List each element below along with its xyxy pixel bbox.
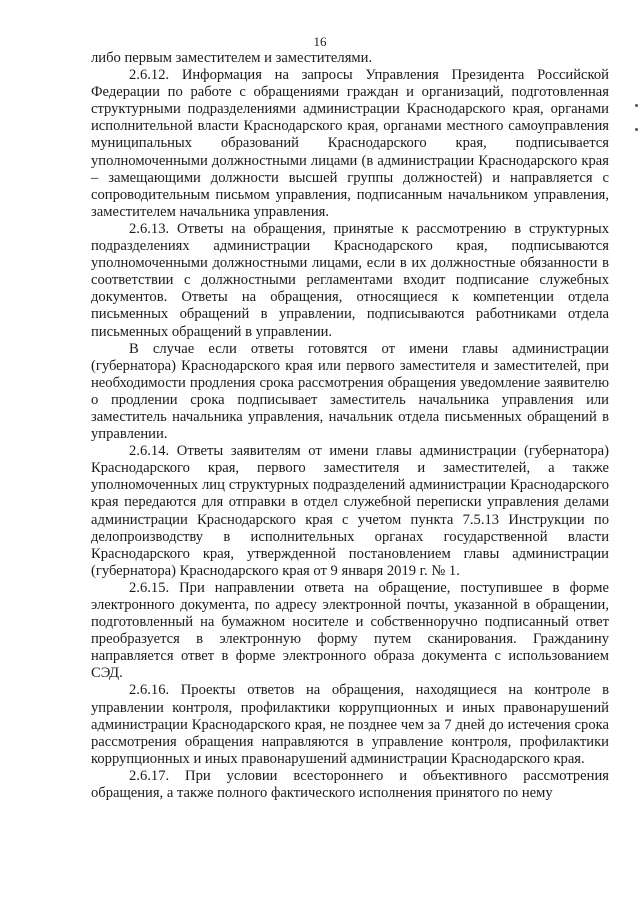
- page-number: 16: [313, 34, 327, 49]
- paragraph-2-6-15: 2.6.15. При направлении ответа на обращение, поступившее в форме электронного документа, по адресу электронной почты, указанной в обращении, подготовленный на бумажном носителе и собственноручно подписанный ответ преобразуется в электронную форму путем сканирования. Гражданину направляется ответ в форме электронного образа документа с использованием СЭД.: [91, 579, 609, 682]
- scan-margin-mark: [635, 104, 638, 107]
- paragraph-2-6-13: 2.6.13. Ответы на обращения, принятые к рассмотрению в структурных подразделениях администрации Краснодарского края, подписываются уполномоченными должностными лицами, если в их должностные обязанности в соответствии с должностными регламентами входит подписание служебных документов. Ответы на обращения, относящиеся к компетенции отдела письменных обращений в управлении, подписываются работниками отдела письменных обращений в управлении.: [91, 220, 609, 340]
- paragraph-2-6-16: 2.6.16. Проекты ответов на обращения, находящиеся на контроле в управлении контроля, профилактики коррупционных и иных правонарушений администрации Краснодарского края, не позднее чем за 7 дней до истечения срока рассмотрения обращения направляются в управление контроля, профилактики коррупционных и иных правонарушений администрации Краснодарского края.: [91, 682, 609, 767]
- scan-margin-mark: [635, 128, 638, 131]
- paragraph-2-6-12: 2.6.12. Информация на запросы Управления Президента Российской Федерации по работе с обращениями граждан и организаций, подготовленная структурными подразделениями администрации Краснодарского края, органами исполнительной власти Краснодарского края, органами местного самоуправления муниципальных образований Краснодарского края, подписывается уполномоченными должностными лицами (в администрации Краснодарского края – замещающими должности высшей группы должностей) и направляется с сопроводительным письмом управления, подписанным начальником управления, заместителем начальника управления.: [91, 67, 609, 220]
- paragraph-continuation: либо первым заместителем и заместителями.: [91, 50, 373, 66]
- paragraph-2-6-17: 2.6.17. При условии всестороннего и объективного рассмотрения обращения, а также полного фактического исполнения принятого по нему: [91, 767, 609, 802]
- paragraph-2-6-14: 2.6.14. Ответы заявителям от имени главы администрации (губернатора) Краснодарского края, первого заместителя и заместителей, а также уполномоченных лиц структурных подразделений администрации Краснодарского края передаются для отправки в отдел служебной переписки управления делами администрации Краснодарского края с учетом пункта 7.5.13 Инструкции по делопроизводству в исполнительных органах государственной власти Краснодарского края, утвержденной постановлением главы администрации (губернатора) Краснодарского края от 9 января 2019 г. № 1.: [91, 443, 609, 579]
- document-body: [91, 50, 609, 802]
- paragraph-2-6-13-extension: В случае если ответы готовятся от имени главы администрации (губернатора) Краснодарского края или первого заместителя и заместителей, при необходимости продления срока рассмотрения обращения уведомление заявителю о продлении срока подписывает заместитель начальника управления или заместитель начальника управления, начальник отдела письменных обращений в управлении.: [91, 340, 609, 443]
